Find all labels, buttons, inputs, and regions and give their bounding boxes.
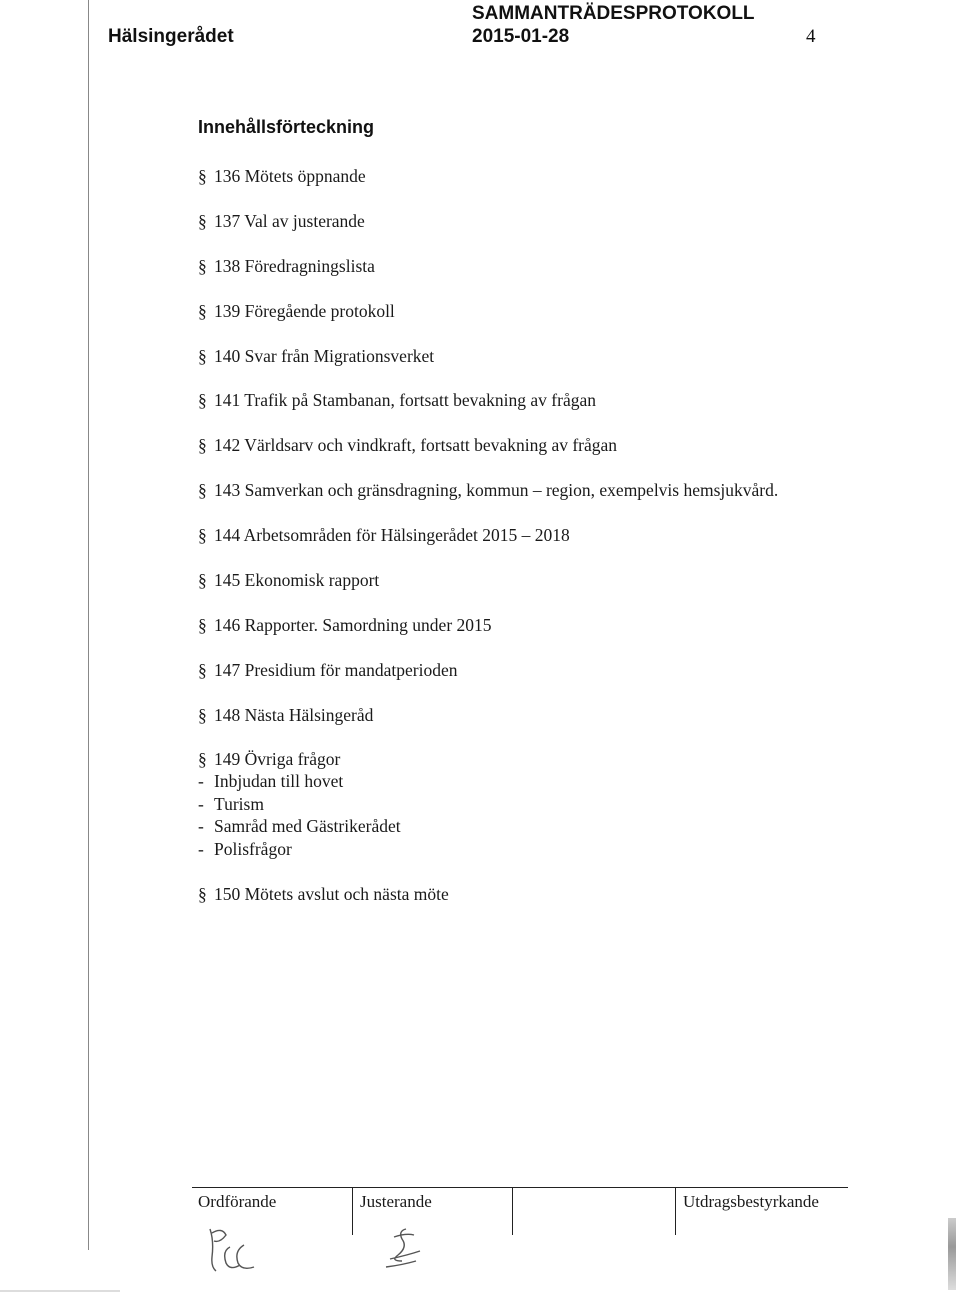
footer-divider bbox=[352, 1187, 353, 1235]
chair-signature bbox=[200, 1221, 270, 1281]
organization-name: Hälsingerådet bbox=[108, 26, 234, 47]
toc-item-text: 144 Arbetsområden för Hälsingerådet 2015 – 2018 bbox=[214, 525, 570, 546]
section-symbol: § bbox=[198, 166, 207, 186]
scan-artifact bbox=[948, 1218, 956, 1290]
adjuster-signature bbox=[368, 1221, 438, 1281]
toc-item bbox=[198, 658, 898, 703]
toc-list bbox=[198, 164, 898, 927]
toc-item bbox=[198, 344, 898, 389]
toc-item-text: 149 Övriga frågor bbox=[214, 748, 341, 769]
signature-footer bbox=[192, 1185, 848, 1285]
toc-item bbox=[198, 299, 898, 344]
toc-item-text: 142 Världsarv och vindkraft, fortsatt bevakning av frågan bbox=[214, 435, 618, 456]
toc-item-text: 141 Trafik på Stambanan, fortsatt bevakning av frågan bbox=[214, 390, 596, 411]
section-symbol: § bbox=[198, 435, 207, 456]
section-symbol: § bbox=[198, 255, 207, 276]
toc-item-149 bbox=[198, 748, 898, 771]
toc-item-text: 150 Mötets avslut och nästa möte bbox=[214, 884, 449, 905]
toc-item-text: 143 Samverkan och gränsdragning, kommun – region, exempelvis hemsjukvård. bbox=[214, 480, 779, 501]
section-symbol: § bbox=[198, 300, 207, 321]
chair-label: Ordförande bbox=[198, 1192, 277, 1211]
toc-item bbox=[198, 703, 898, 748]
section-symbol: § bbox=[198, 704, 207, 725]
toc-item-text: 145 Ekonomisk rapport bbox=[214, 570, 380, 591]
toc-item-150 bbox=[198, 882, 898, 927]
section-symbol: § bbox=[198, 345, 207, 366]
section-symbol: § bbox=[198, 480, 207, 501]
meeting-date: 2015-01-28 bbox=[472, 26, 570, 47]
toc-item bbox=[198, 433, 898, 478]
sub-list-item: - Turism bbox=[198, 793, 264, 814]
footer-divider bbox=[512, 1187, 513, 1235]
section-symbol: § bbox=[198, 884, 207, 905]
toc-item-text: 148 Nästa Hälsingeråd bbox=[214, 704, 374, 725]
section-symbol: § bbox=[198, 210, 207, 231]
section-symbol: § bbox=[198, 748, 207, 769]
toc-item-text: 146 Rapporter. Samordning under 2015 bbox=[214, 614, 492, 635]
toc-item-text: 136 Mötets öppnande bbox=[214, 166, 366, 186]
certifier-label: Utdragsbestyrkande bbox=[683, 1192, 819, 1211]
toc-item bbox=[198, 478, 898, 523]
section-symbol: § bbox=[198, 570, 207, 591]
toc-item bbox=[198, 568, 898, 613]
toc-item bbox=[198, 254, 898, 299]
section-symbol: § bbox=[198, 659, 207, 680]
toc-item-text: 139 Föregående protokoll bbox=[214, 300, 395, 321]
toc-item-text: 137 Val av justerande bbox=[214, 210, 365, 231]
scan-artifact bbox=[0, 1290, 120, 1292]
page-number: 4 bbox=[806, 26, 816, 47]
sub-list-item: - Samråd med Gästrikerådet bbox=[198, 816, 401, 837]
toc-item-text: 138 Föredragningslista bbox=[214, 255, 375, 276]
toc-item bbox=[198, 523, 898, 568]
sub-list-item: - Polisfrågor bbox=[198, 838, 292, 859]
toc-item bbox=[198, 388, 898, 433]
section-symbol: § bbox=[198, 390, 207, 411]
toc-item bbox=[198, 164, 898, 209]
sub-list bbox=[198, 770, 898, 860]
toc-heading: Innehållsförteckning bbox=[198, 117, 375, 137]
footer-rule bbox=[192, 1187, 848, 1188]
toc-item-text: 140 Svar från Migrationsverket bbox=[214, 345, 435, 366]
section-symbol: § bbox=[198, 525, 207, 546]
adjuster-label: Justerande bbox=[360, 1192, 432, 1211]
margin-rule bbox=[88, 0, 89, 1250]
document-type: SAMMANTRÄDESPROTOKOLL bbox=[472, 3, 755, 24]
toc-item bbox=[198, 613, 898, 658]
toc-item bbox=[198, 209, 898, 254]
sub-list-item: - Inbjudan till hovet bbox=[198, 771, 344, 792]
toc-item-text: 147 Presidium för mandatperioden bbox=[214, 659, 458, 680]
section-symbol: § bbox=[198, 614, 207, 635]
footer-divider bbox=[675, 1187, 676, 1235]
